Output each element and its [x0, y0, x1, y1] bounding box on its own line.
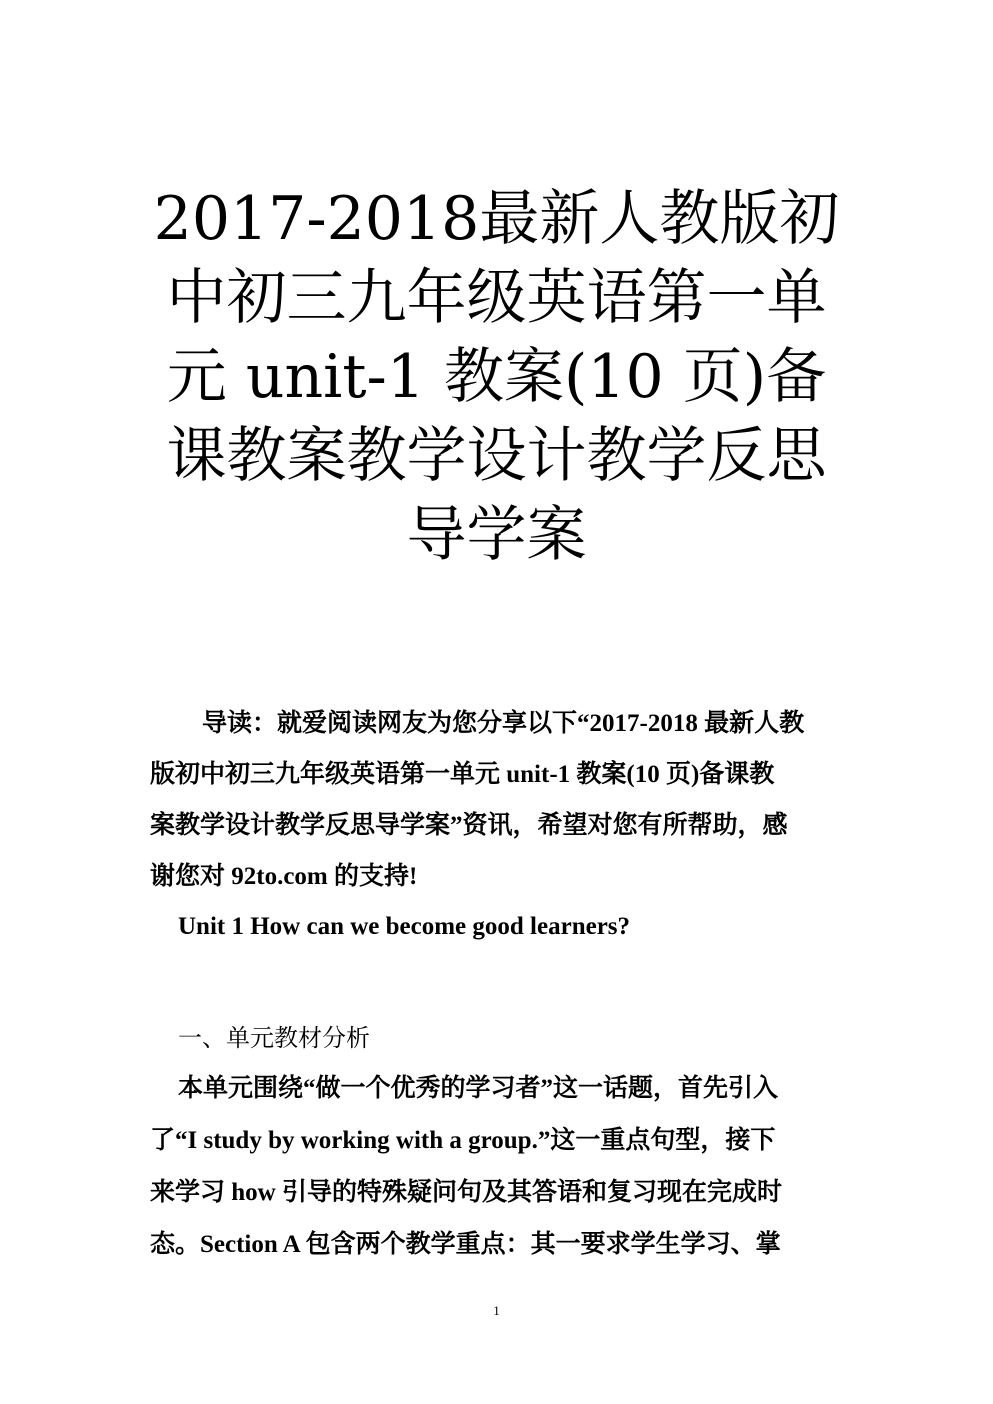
document-title: [150, 180, 843, 575]
intro-line: 谢您对 92to.com 的支持!: [150, 863, 418, 890]
title-line: 2017-2018最新人教版初: [153, 184, 840, 254]
title-line: 课教案教学设计教学反思: [166, 421, 827, 491]
section-heading: 一、单元教材分析: [178, 1024, 370, 1052]
page-number: 1: [493, 1303, 500, 1318]
intro-paragraph: [150, 703, 843, 907]
intro-line: 版初中初三九年级英语第一单元 unit-1 教案(10 页)备课教: [150, 761, 775, 788]
title-line: 元 unit-1 教案(10 页)备: [166, 342, 827, 412]
intro-line: 导读：就爱阅读网友为您分享以下“2017-2018 最新人教: [202, 710, 805, 737]
title-line: 导学案: [406, 500, 587, 570]
analysis-line: 态。Section A 包含两个教学重点：其一要求学生学习、掌: [150, 1231, 781, 1258]
analysis-line: 来学习 how 引导的特殊疑问句及其答语和复习现在完成时: [150, 1179, 782, 1206]
unit-title: Unit 1 How can we become good learners?: [178, 913, 631, 940]
title-line: 中初三九年级英语第一单: [166, 263, 827, 333]
analysis-paragraph: [150, 1068, 843, 1276]
analysis-line: 本单元围绕“做一个优秀的学习者”这一话题，首先引入: [178, 1075, 779, 1102]
intro-line: 案教学设计教学反思导学案”资讯，希望对您有所帮助，感: [150, 812, 788, 839]
analysis-line: 了“I study by working with a group.”这一重点句型，接下: [150, 1127, 776, 1154]
